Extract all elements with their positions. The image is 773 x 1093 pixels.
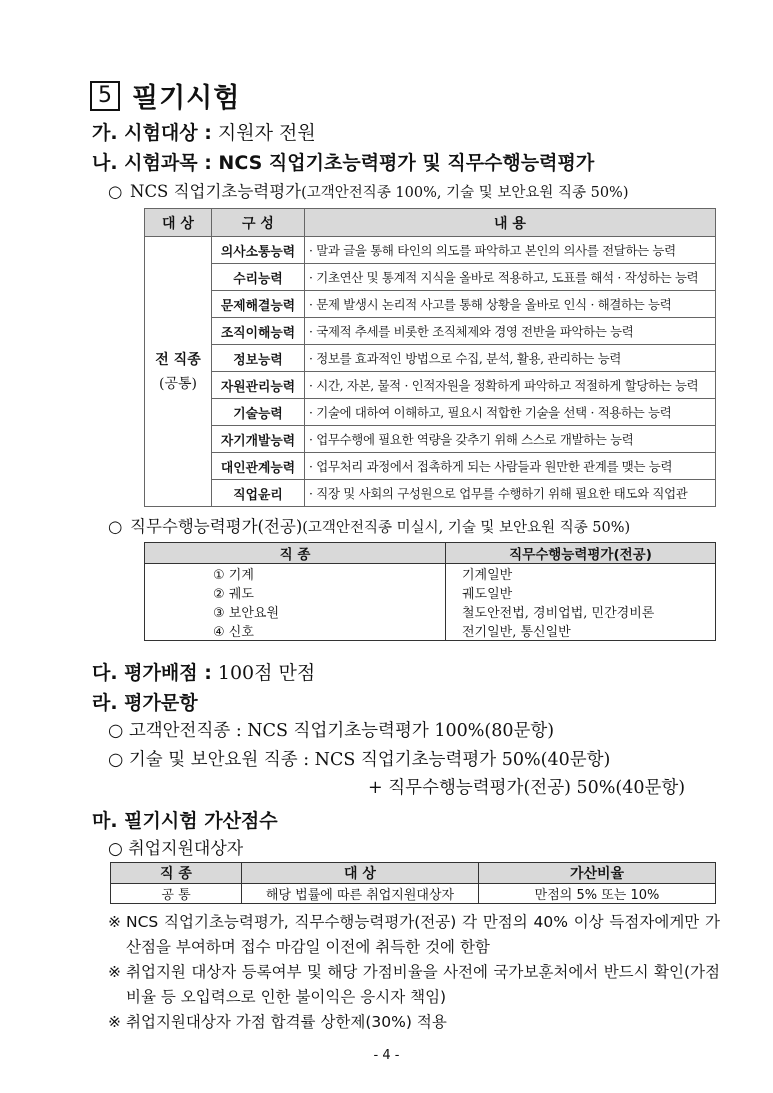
bonus-target: 해당 법률에 따른 취업지원대상자 [242,884,479,904]
ncs-comp: 대인관계능력 [212,453,305,480]
job-type: ④ 신호 [145,621,446,641]
ncs-comp: 자원관리능력 [212,372,305,399]
bonus-label: 마. 필기시험 가산점수 [92,810,278,832]
job-subject: 궤도일반 [446,583,716,602]
table-row [145,291,716,318]
job-subject: 철도안전법, 경비업법, 민간경비론 [446,602,716,621]
table-row [145,345,716,372]
table-row [145,426,716,453]
bonus-header-rate: 가산비율 [479,863,716,884]
table-row [145,318,716,345]
table-row [111,884,716,904]
ncs-desc: · 기술에 대하여 이해하고, 필요시 적합한 기술을 선택 · 적용하는 능력 [305,399,716,426]
job-type: ① 기계 [145,564,446,584]
table-row [145,399,716,426]
section-title: 필기시험 [132,83,241,114]
ncs-desc: · 기초연산 및 통계적 지식을 올바로 적용하고, 도표를 해석 · 작성하는 능력 [305,264,716,291]
table-row [145,237,716,264]
job-type: ② 궤도 [145,583,446,602]
ncs-group-name: 전 직종 [155,351,201,368]
note-1 [108,910,720,960]
ncs-comp: 조직이해능력 [212,318,305,345]
table-row [145,621,716,641]
ncs-header-content: 내 용 [305,209,716,237]
exam-subjects-label: 나. 시험과목 : NCS 직업기초능력평가 및 직무수행능력평가 [92,152,595,174]
bonus-bullet-line: ○ 취업지원대상자 [108,839,244,859]
note-mark: ※ [108,913,121,931]
questions-label: 라. 평가문항 [92,692,198,714]
exam-subjects-heading [92,148,594,175]
job-subject: 기계일반 [446,564,716,584]
job-subject: 전기일반, 통신일반 [446,621,716,641]
job-header-subject: 직무수행능력평가(전공) [446,543,716,564]
exam-target-label: 가. 시험대상 : [92,122,212,144]
exam-target-heading [92,118,316,145]
ncs-table [144,208,716,507]
bonus-type: 공 통 [111,884,242,904]
table-row [145,453,716,480]
job-title: 직무수행능력평가(전공) [130,517,303,536]
score-heading [92,658,315,685]
ncs-desc: · 말과 글을 통해 타인의 의도를 파악하고 본인의 의사를 전달하는 능력 [305,237,716,264]
ncs-desc: · 문제 발생시 논리적 사고를 통해 상황을 올바로 인식 · 해결하는 능력 [305,291,716,318]
ncs-note: (고객안전직종 100%, 기술 및 보안요원 직종 50%) [301,185,629,201]
ncs-group-sub: (공통) [159,375,197,392]
ncs-comp: 수리능력 [212,264,305,291]
ncs-comp: 자기개발능력 [212,426,305,453]
table-row [145,264,716,291]
table-row [145,602,716,621]
exam-target-value: 지원자 전원 [217,122,316,144]
section-number: 5 [90,81,120,111]
table-row [145,583,716,602]
bonus-rate: 만점의 5% 또는 10% [479,884,716,904]
ncs-comp: 정보능력 [212,345,305,372]
ncs-desc: · 직장 및 사회의 구성원으로 업무를 수행하기 위해 필요한 태도와 직업관 [305,480,716,507]
note-mark: ※ [108,963,121,981]
bonus-header-type: 직 종 [111,863,242,884]
ncs-bullet-line [108,178,629,202]
ncs-bullet: ○ [108,182,123,201]
job-bullet-line [108,513,630,537]
ncs-comp: 기술능력 [212,399,305,426]
table-row [145,480,716,507]
note-2 [108,960,720,1010]
table-row [145,564,716,584]
questions-line-1: ○ 고객안전직종 : NCS 직업기초능력평가 100%(80문항) [108,721,555,741]
ncs-header-target: 대 상 [145,209,212,237]
job-header-type: 직 종 [145,543,446,564]
questions-line-2: ○ 기술 및 보안요원 직종 : NCS 직업기초능력평가 50%(40문항) [108,750,611,770]
note-2-text: 취업지원 대상자 등록여부 및 해당 가점비율을 사전에 국가보훈처에서 반드시 확인(가점비율 등 오입력으로 인한 불이익은 응시자 책임) [126,963,720,1006]
bonus-header-target: 대 상 [242,863,479,884]
note-mark: ※ [108,1013,121,1031]
ncs-desc: · 업무처리 과정에서 접촉하게 되는 사람들과 원만한 관계를 맺는 능력 [305,453,716,480]
note-3 [108,1010,720,1035]
ncs-comp: 문제해결능력 [212,291,305,318]
ncs-desc: · 국제적 추세를 비롯한 조직체제와 경영 전반을 파악하는 능력 [305,318,716,345]
ncs-title: NCS 직업기초능력평가 [130,182,302,201]
job-table [144,542,716,641]
ncs-comp: 의사소통능력 [212,237,305,264]
bonus-heading [92,806,278,833]
job-type: ③ 보안요원 [145,602,446,621]
table-row [145,372,716,399]
bonus-table-header [111,863,716,884]
ncs-table-header [145,209,716,237]
page-number: - 4 - [373,1048,400,1063]
score-label: 다. 평가배점 : [92,662,212,684]
ncs-group-cell [145,237,212,507]
job-note: (고객안전직종 미실시, 기술 및 보안요원 직종 50%) [302,520,631,536]
questions-heading [92,688,198,715]
questions-line-3: + 직무수행능력평가(전공) 50%(40문항) [368,778,686,798]
ncs-desc: · 업무수행에 필요한 역량을 갖추기 위해 스스로 개발하는 능력 [305,426,716,453]
note-3-text: 취업지원대상자 가점 합격률 상한제(30%) 적용 [126,1013,447,1031]
ncs-desc: · 정보를 효과적인 방법으로 수집, 분석, 활용, 관리하는 능력 [305,345,716,372]
bonus-table [110,862,716,904]
ncs-header-composition: 구 성 [212,209,305,237]
note-1-text: NCS 직업기초능력평가, 직무수행능력평가(전공) 각 만점의 40% 이상 득점자에게만 가산점을 부여하며 접수 마감일 이전에 취득한 것에 한함 [126,913,720,956]
job-bullet: ○ [108,517,123,536]
job-table-header [145,543,716,564]
section-heading [90,76,240,115]
ncs-comp: 직업윤리 [212,480,305,507]
score-value: 100점 만점 [217,662,316,684]
ncs-desc: · 시간, 자본, 물적 · 인적자원을 정확하게 파악하고 적절하게 할당하는 능력 [305,372,716,399]
